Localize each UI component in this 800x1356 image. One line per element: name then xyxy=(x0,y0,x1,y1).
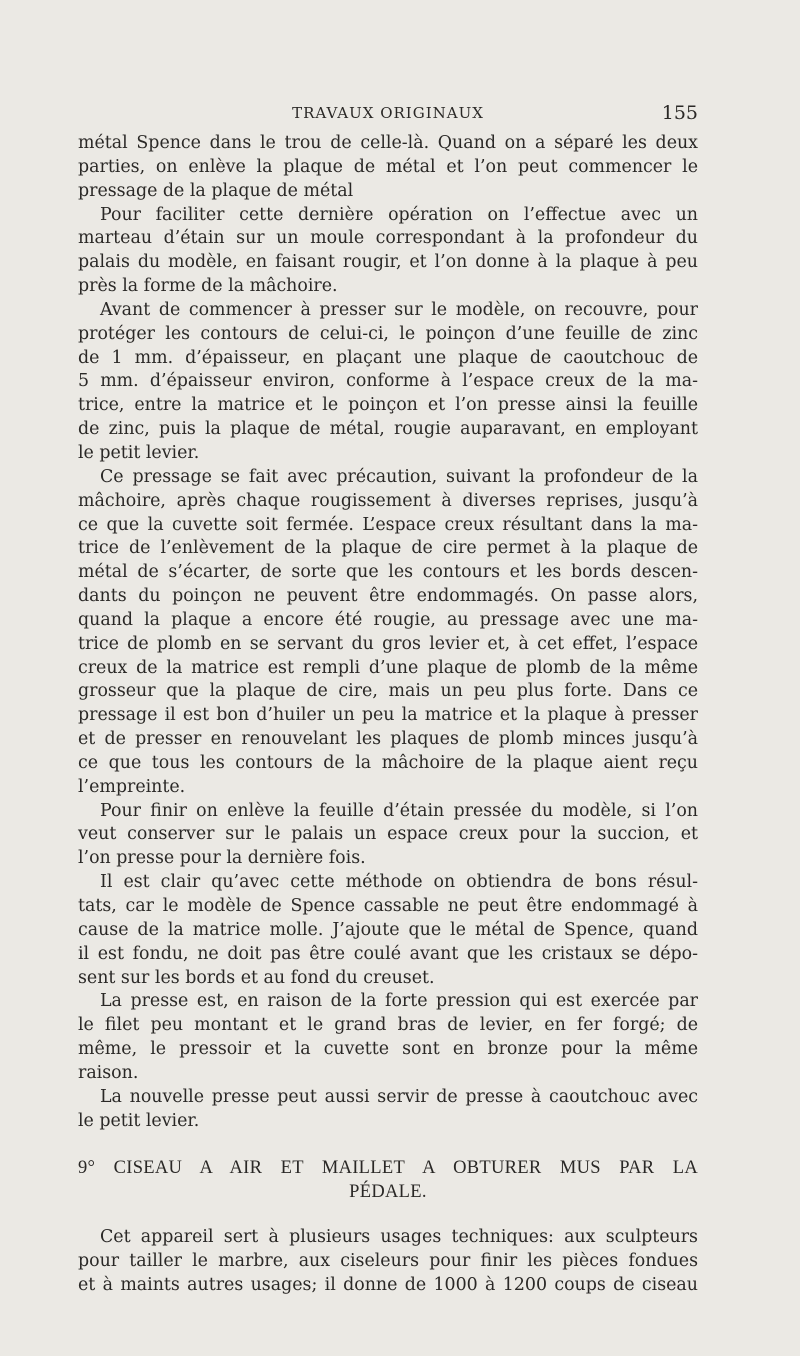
text-line: métal Spence dans le trou de celle-là. Quand on a séparé les deux xyxy=(78,133,698,153)
text-line: de 1 mm. d’épaisseur, en plaçant une plaque de caoutchouc de xyxy=(78,347,698,368)
text-line: La presse est, en raison de la forte pression qui est exercée par xyxy=(100,991,698,1012)
text-line: trice de plomb en se servant du gros levier et, à cet effet, l’espace xyxy=(78,633,698,654)
running-header xyxy=(78,102,698,126)
text-line: raison. xyxy=(78,1062,139,1083)
text-line: l’empreinte. xyxy=(78,776,186,797)
text-line: Pour faciliter cette dernière opération on l’effectue avec un xyxy=(100,204,698,225)
text-line: palais du modèle, en faisant rougir, et l’on donne à la plaque à peu xyxy=(78,252,698,273)
text-line: Avant de commencer à presser sur le modèle, on recouvre, pour xyxy=(100,299,698,320)
text-line: trice, entre la matrice et le poinçon et l’on presse ainsi la feuille xyxy=(78,395,698,416)
text-line: veut conserver sur le palais un espace creux pour la succion, et xyxy=(78,824,698,845)
text-line: l’on presse pour la dernière fois. xyxy=(78,848,366,869)
text-line: Ce pressage se fait avec précaution, suivant la profondeur de la xyxy=(100,466,698,487)
text-line: même, le pressoir et la cuvette sont en bronze pour la même xyxy=(78,1039,698,1060)
text-line: La nouvelle presse peut aussi servir de presse à caoutchouc avec xyxy=(100,1086,698,1107)
text-line: le filet peu montant et le grand bras de levier, en fer forgé; de xyxy=(78,1015,698,1036)
text-line: métal de s’écarter, de sorte que les contours et les bords descen- xyxy=(78,562,698,583)
page-number: 155 xyxy=(661,102,698,124)
text-line: grosseur que la plaque de cire, mais un peu plus forte. Dans ce xyxy=(78,681,698,702)
text-line: cause de la matrice molle. J’ajoute que le métal de Spence, quand xyxy=(78,919,698,940)
text-line: près la forme de la mâchoire. xyxy=(78,276,338,297)
text-line: Il est clair qu’avec cette méthode on obtiendra de bons résul- xyxy=(100,872,698,893)
text-line: Pour finir on enlève la feuille d’étain pressée du modèle, si l’on xyxy=(100,800,698,821)
text-line: pressage il est bon d’huiler un peu la matrice et la plaque à presser xyxy=(78,705,698,726)
text-line: marteau d’étain sur un moule correspondant à la profondeur du xyxy=(78,228,698,249)
text-line: pour tailler le marbre, aux ciseleurs pour finir les pièces fondues xyxy=(78,1250,698,1271)
text-line: tats, car le modèle de Spence cassable ne peut être endommagé à xyxy=(78,896,698,916)
text-line: pressage de la plaque de métal xyxy=(78,180,354,201)
text-line: et à maints autres usages; il donne de 1000 à 1200 coups de ciseau xyxy=(78,1274,698,1295)
section-heading: 9° CISEAU A AIR ET MAILLET A OBTURER MUS PAR LA xyxy=(78,1158,698,1179)
text-line: Cet appareil sert à plusieurs usages techniques: aux sculpteurs xyxy=(100,1227,698,1248)
text-line: quand la plaque a encore été rougie, au pressage avec une ma- xyxy=(78,609,698,630)
text-line: protéger les contours de celui-ci, le poinçon d’une feuille de zinc xyxy=(78,323,698,344)
section-heading-continued: PÉDALE. xyxy=(349,1182,427,1203)
text-line: sent sur les bords et au fond du creuset. xyxy=(78,967,435,988)
text-line: trice de l’enlèvement de la plaque de cire permet à la plaque de xyxy=(78,538,698,559)
text-line: le petit levier. xyxy=(78,1110,200,1131)
text-line: ce que tous les contours de la mâchoire de la plaque aient reçu xyxy=(78,752,698,773)
text-line: de zinc, puis la plaque de métal, rougie auparavant, en employant xyxy=(78,419,698,440)
text-line: le petit levier. xyxy=(78,442,200,463)
text-line: il est fondu, ne doit pas être coulé avant que les cristaux se dépo- xyxy=(78,943,698,964)
running-title: TRAVAUX ORIGINAUX xyxy=(292,104,484,122)
text-line: creux de la matrice est rempli d’une plaque de plomb de la même xyxy=(78,657,698,678)
text-line: ce que la cuvette soit fermée. L’espace creux résultant dans la ma- xyxy=(78,514,698,535)
text-line: 5 mm. d’épaisseur environ, conforme à l’espace creux de la ma- xyxy=(78,371,698,392)
text-line: dants du poinçon ne peuvent être endommagés. On passe alors, xyxy=(78,586,698,607)
text-line: mâchoire, après chaque rougissement à diverses reprises, jusqu’à xyxy=(78,490,698,511)
body-text xyxy=(78,132,698,1298)
text-line: parties, on enlève la plaque de métal et l’on peut commencer le xyxy=(78,156,698,177)
text-line: et de presser en renouvelant les plaques de plomb minces jusqu’à xyxy=(78,729,698,750)
